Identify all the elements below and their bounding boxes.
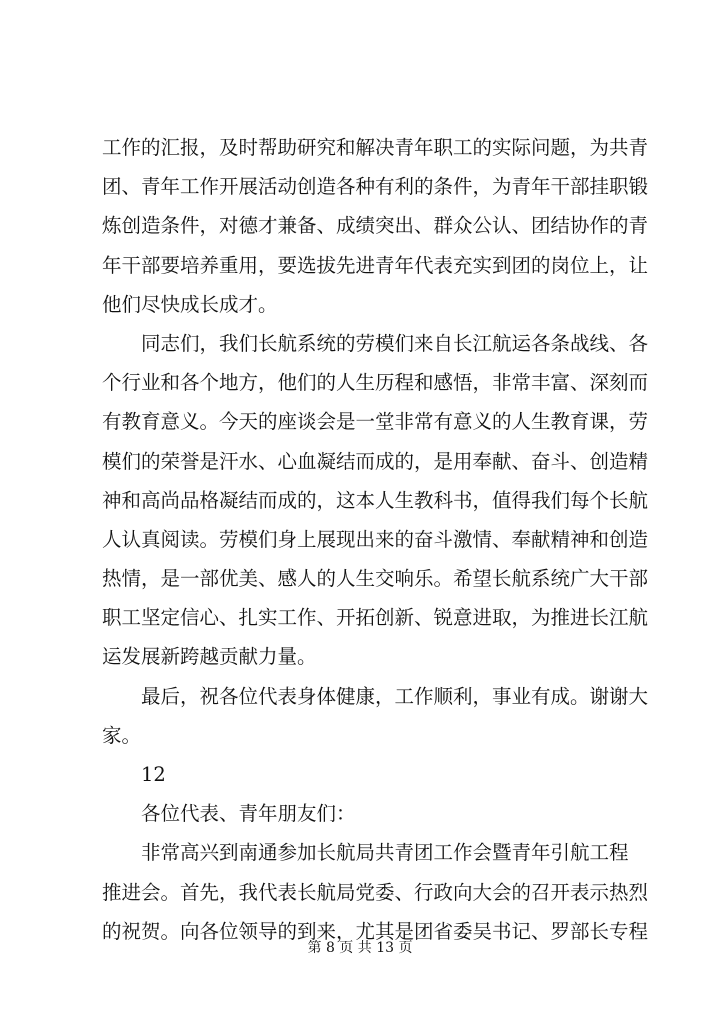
text-line: 最后，祝各位代表身体健康，工作顺利，事业有成。谢谢大 — [141, 684, 649, 708]
text-line: 炼创造条件，对德才兼备、成绩突出、群众公认、团结协作的青 — [102, 214, 649, 238]
text-line: 个行业和各个地方，他们的人生历程和感悟，非常丰富、深刻而 — [102, 371, 649, 395]
text-line: 各位代表、青年朋友们： — [141, 802, 356, 826]
text-line: 推进会。首先，我代表长航局党委、行政向大会的召开表示热烈 — [102, 880, 649, 904]
text-line: 热情，是一部优美、感人的人生交响乐。希望长航系统广大干部 — [102, 567, 649, 591]
text-line: 家。 — [102, 723, 142, 747]
text-line: 人认真阅读。劳模们身上展现出来的奋斗激情、奉献精神和创造 — [102, 527, 649, 551]
text-line: 的祝贺。向各位领导的到来，尤其是团省委吴书记、罗部长专程 — [102, 919, 649, 943]
text-line: 非常高兴到南通参加长航局共青团工作会暨青年引航工程 — [141, 841, 629, 865]
text-line: 工作的汇报，及时帮助研究和解决青年职工的实际问题，为共青 — [102, 136, 649, 159]
text-line: 模们的荣誉是汗水、心血凝结而成的，是用奉献、奋斗、创造精 — [102, 449, 649, 473]
text-line: 12 — [141, 763, 166, 786]
text-line: 他们尽快成长成才。 — [102, 292, 278, 316]
page-footer: 第 8 页 共 13 页 — [307, 940, 413, 956]
text-line: 职工坚定信心、扎实工作、开拓创新、锐意进取，为推进长江航 — [102, 606, 649, 630]
text-line: 团、青年工作开展活动创造各种有利的条件，为青年干部挂职锻 — [102, 175, 649, 199]
body-text — [102, 128, 649, 951]
text-line: 年干部要培养重用，要选拔先进青年代表充实到团的岗位上，让 — [102, 253, 649, 277]
text-line: 神和高尚品格凝结而成的，这本人生教科书，值得我们每个长航 — [102, 488, 649, 512]
text-line: 同志们，我们长航系统的劳模们来自长江航运各条战线、各 — [141, 331, 649, 355]
text-line: 有教育意义。今天的座谈会是一堂非常有意义的人生教育课，劳 — [102, 410, 649, 434]
text-line: 运发展新跨越贡献力量。 — [102, 645, 317, 669]
